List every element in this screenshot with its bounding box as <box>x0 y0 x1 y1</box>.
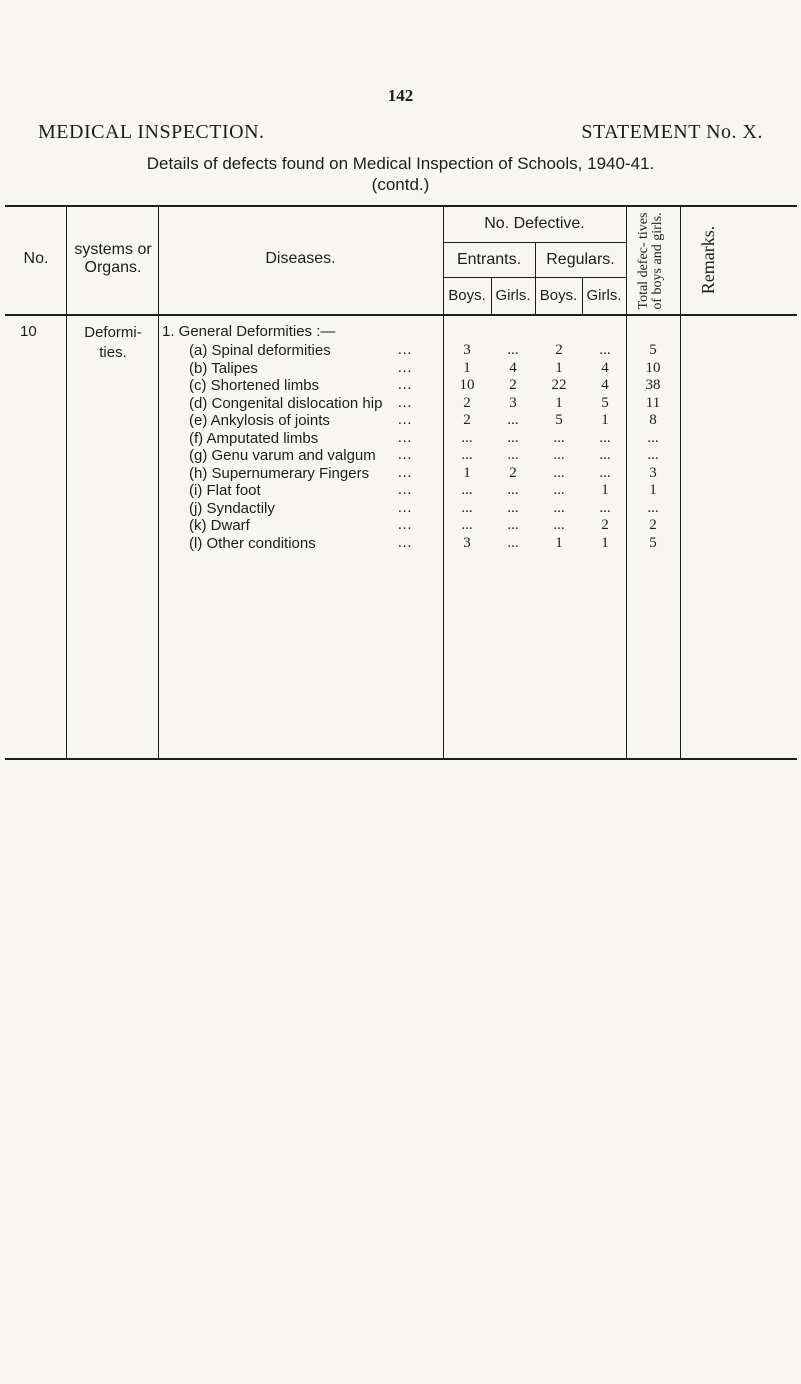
total-cell: 5 <box>649 342 657 358</box>
entrants-boys-cell: 2 <box>463 395 471 411</box>
total-cell: ... <box>647 447 659 463</box>
regulars-boys-cell: 5 <box>555 412 563 428</box>
total-cell: 38 <box>645 377 661 393</box>
total-cell: 5 <box>649 535 657 551</box>
entrants-girls-cell: ... <box>507 535 519 551</box>
regulars-girls-cell: 2 <box>601 517 609 533</box>
leader-dots: ... <box>398 412 413 428</box>
total-cell: 11 <box>645 395 661 411</box>
col-header-entrants-boys: Boys. <box>448 287 486 304</box>
col-header-diseases: Diseases. <box>265 250 336 267</box>
entrants-boys-cell: ... <box>461 517 473 533</box>
table-row <box>0 377 801 395</box>
table-row <box>0 517 801 535</box>
leader-dots: ... <box>398 535 413 551</box>
regulars-boys-cell: ... <box>553 465 565 481</box>
regulars-boys-cell: 2 <box>555 342 563 358</box>
col-header-no: No. <box>23 250 49 267</box>
disease-label: (i) Flat foot <box>189 482 261 499</box>
page-number: 142 <box>387 86 414 105</box>
regulars-girls-cell: ... <box>599 430 611 446</box>
regulars-boys-cell: ... <box>553 482 565 498</box>
table-row <box>0 342 801 360</box>
entrants-girls-cell: ... <box>507 500 519 516</box>
leader-dots: ... <box>398 517 413 533</box>
disease-label: (j) Syndactily <box>189 500 275 517</box>
regulars-boys-cell: 1 <box>555 360 563 376</box>
regulars-boys-cell: 1 <box>555 535 563 551</box>
regulars-girls-cell: 4 <box>601 360 609 376</box>
disease-label: (l) Other conditions <box>189 535 316 552</box>
total-cell: 8 <box>649 412 657 428</box>
regulars-girls-cell: ... <box>599 342 611 358</box>
entrants-girls-cell: 4 <box>509 360 517 376</box>
col-header-no-defective: No. Defective. <box>484 215 585 232</box>
table-row <box>0 500 801 518</box>
regulars-girls-cell: 4 <box>601 377 609 393</box>
total-cell: 10 <box>645 360 661 376</box>
total-cell: 1 <box>649 482 657 498</box>
regulars-boys-cell: ... <box>553 447 565 463</box>
disease-label: (k) Dwarf <box>189 517 250 534</box>
regulars-girls-cell: 1 <box>601 482 609 498</box>
entrants-boys-cell: ... <box>461 500 473 516</box>
leader-dots: ... <box>398 430 413 446</box>
leader-dots: ... <box>398 342 413 358</box>
entrants-girls-cell: ... <box>507 517 519 533</box>
table-row <box>0 395 801 413</box>
col-header-regulars: Regulars. <box>546 251 615 268</box>
col-header-systems: systems or Organs. <box>74 241 152 276</box>
table-row <box>0 482 801 500</box>
table-row <box>0 412 801 430</box>
regulars-boys-cell: 22 <box>551 377 567 393</box>
row-number: 10 <box>20 323 37 340</box>
entrants-boys-cell: 2 <box>463 412 471 428</box>
col-header-remarks: Remarks. <box>698 225 718 295</box>
regulars-boys-cell: ... <box>553 430 565 446</box>
disease-label: (f) Amputated limbs <box>189 430 319 447</box>
subtitle-line-2: (contd.) <box>371 175 430 194</box>
subtitle <box>0 153 801 195</box>
disease-label: (b) Talipes <box>189 360 258 377</box>
total-cell: 2 <box>649 517 657 533</box>
entrants-boys-cell: 10 <box>459 377 475 393</box>
col-header-regulars-boys: Boys. <box>539 287 578 304</box>
disease-label: (c) Shortened limbs <box>189 377 320 394</box>
col-header-regulars-girls: Girls. <box>586 287 622 304</box>
disease-label: (g) Genu varum and valgum <box>189 447 376 464</box>
table-row <box>0 430 801 448</box>
entrants-girls-cell: ... <box>507 342 519 358</box>
entrants-boys-cell: ... <box>461 482 473 498</box>
entrants-girls-cell: ... <box>507 447 519 463</box>
table-row <box>0 465 801 483</box>
entrants-girls-cell: ... <box>507 482 519 498</box>
table-bottom-rule <box>5 758 797 760</box>
entrants-girls-cell: ... <box>507 412 519 428</box>
entrants-girls-cell: 2 <box>509 465 517 481</box>
table-row <box>0 447 801 465</box>
regulars-girls-cell: 1 <box>601 412 609 428</box>
total-cell: ... <box>647 500 659 516</box>
disease-label: (a) Spinal deformities <box>189 342 331 359</box>
regulars-boys-cell: 1 <box>555 395 563 411</box>
disease-label: (h) Supernumerary Fingers <box>189 465 370 482</box>
entrants-girls-cell: ... <box>507 430 519 446</box>
header-bottom-rule <box>5 314 797 316</box>
heading-left: MEDICAL INSPECTION. <box>38 121 265 143</box>
disease-label: (e) Ankylosis of joints <box>189 412 330 429</box>
col-header-entrants: Entrants. <box>456 251 522 268</box>
col-header-entrants-girls: Girls. <box>495 287 531 304</box>
table-row <box>0 360 801 378</box>
entrants-boys-cell: 1 <box>463 465 471 481</box>
table-top-rule <box>5 205 797 207</box>
entrants-boys-cell: 3 <box>463 342 471 358</box>
disease-label: (d) Congenital dislocation hip <box>189 395 383 412</box>
entrants-girls-cell: 2 <box>509 377 517 393</box>
total-cell: ... <box>647 430 659 446</box>
entrants-boys-cell: 3 <box>463 535 471 551</box>
regulars-boys-cell: ... <box>553 517 565 533</box>
leader-dots: ... <box>398 377 413 393</box>
regulars-girls-cell: 5 <box>601 395 609 411</box>
entrants-boys-cell: ... <box>461 447 473 463</box>
leader-dots: ... <box>398 395 413 411</box>
total-cell: 3 <box>649 465 657 481</box>
subtitle-line-1: Details of defects found on Medical Inspection of Schools, 1940-41. <box>146 154 655 173</box>
regulars-girls-cell: 1 <box>601 535 609 551</box>
entrants-boys-cell: ... <box>461 430 473 446</box>
system-label: Deformi- ties. <box>84 324 142 361</box>
leader-dots: ... <box>398 360 413 376</box>
entrants-boys-cell: 1 <box>463 360 471 376</box>
col-header-total: Total defec- tives of boys and girls. <box>636 212 665 310</box>
heading-right: STATEMENT No. X. <box>581 121 763 143</box>
leader-dots: ... <box>398 482 413 498</box>
regulars-girls-cell: ... <box>599 500 611 516</box>
regulars-boys-cell: ... <box>553 500 565 516</box>
leader-dots: ... <box>398 500 413 516</box>
table-row <box>0 535 801 553</box>
regulars-girls-cell: ... <box>599 447 611 463</box>
group-heading: 1. General Deformities :— <box>162 323 336 340</box>
regulars-girls-cell: ... <box>599 465 611 481</box>
entrants-girls-cell: 3 <box>509 395 517 411</box>
leader-dots: ... <box>398 447 413 463</box>
leader-dots: ... <box>398 465 413 481</box>
